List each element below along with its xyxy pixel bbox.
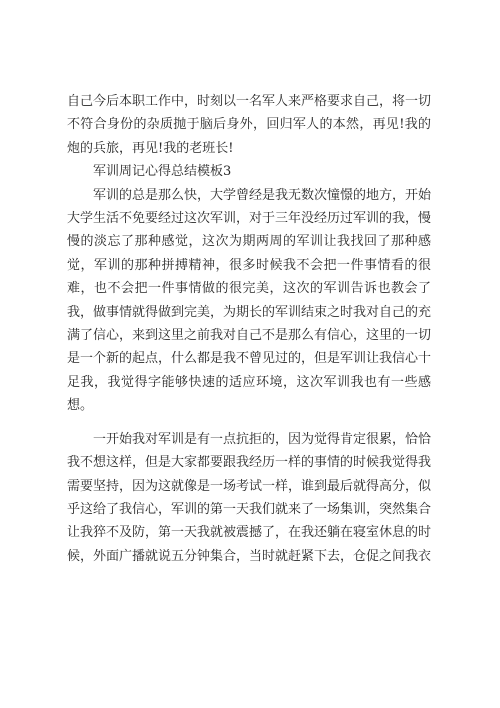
section-heading: 军训周记心得总结模板3 <box>93 164 232 180</box>
paragraph-2: 一开始我对军训是有一点抗拒的，因为觉得肯定很累，恰恰我不想这样，但是大家都要跟我经历一样的事情的时候我觉得我需要坚持，因为这就像是一场考试一样，谁到最后就得高分，似乎这给了我信心，军训的第一天我们就来了一场集训，突然集合让我猝不及防，第一天我就被震撼了，在我还躺在寝室休息的时候，外面广播就说五分钟集合，当时就赶紧下去，仓促之间我衣 <box>67 431 432 564</box>
paragraph-continuation: 自己今后本职工作中，时刻以一名军人来严格要求自己，将一切不符合身份的杂质抛于脑后身外，回归军人的本然，再见!我的炮的兵旅，再见!我的老班长! <box>67 94 432 156</box>
paragraph-1: 军训的总是那么快，大学曾经是我无数次憧憬的地方，开始大学生活不免要经过这次军训，对于三年没经历过军训的我，慢慢的淡忘了那种感觉，这次为期两周的军训让我找回了那种感觉，军训的那种拼搏精神，很多时候我不会把一件事情看的很难，也不会把一件事情做的很完美，这次的军训告诉也教会了我，做事情就得做到完美，为期长的军训结束之时我对自己的充满了信心，来到这里之前我对自己不是那么有信心，这里的一切是一个新的起点，什么都是我不曾见过的，但是军训让我信心十足我，我觉得字能够快速的适应环境，这次军训我也有一些感想。 <box>67 187 432 414</box>
document-body <box>67 90 431 568</box>
